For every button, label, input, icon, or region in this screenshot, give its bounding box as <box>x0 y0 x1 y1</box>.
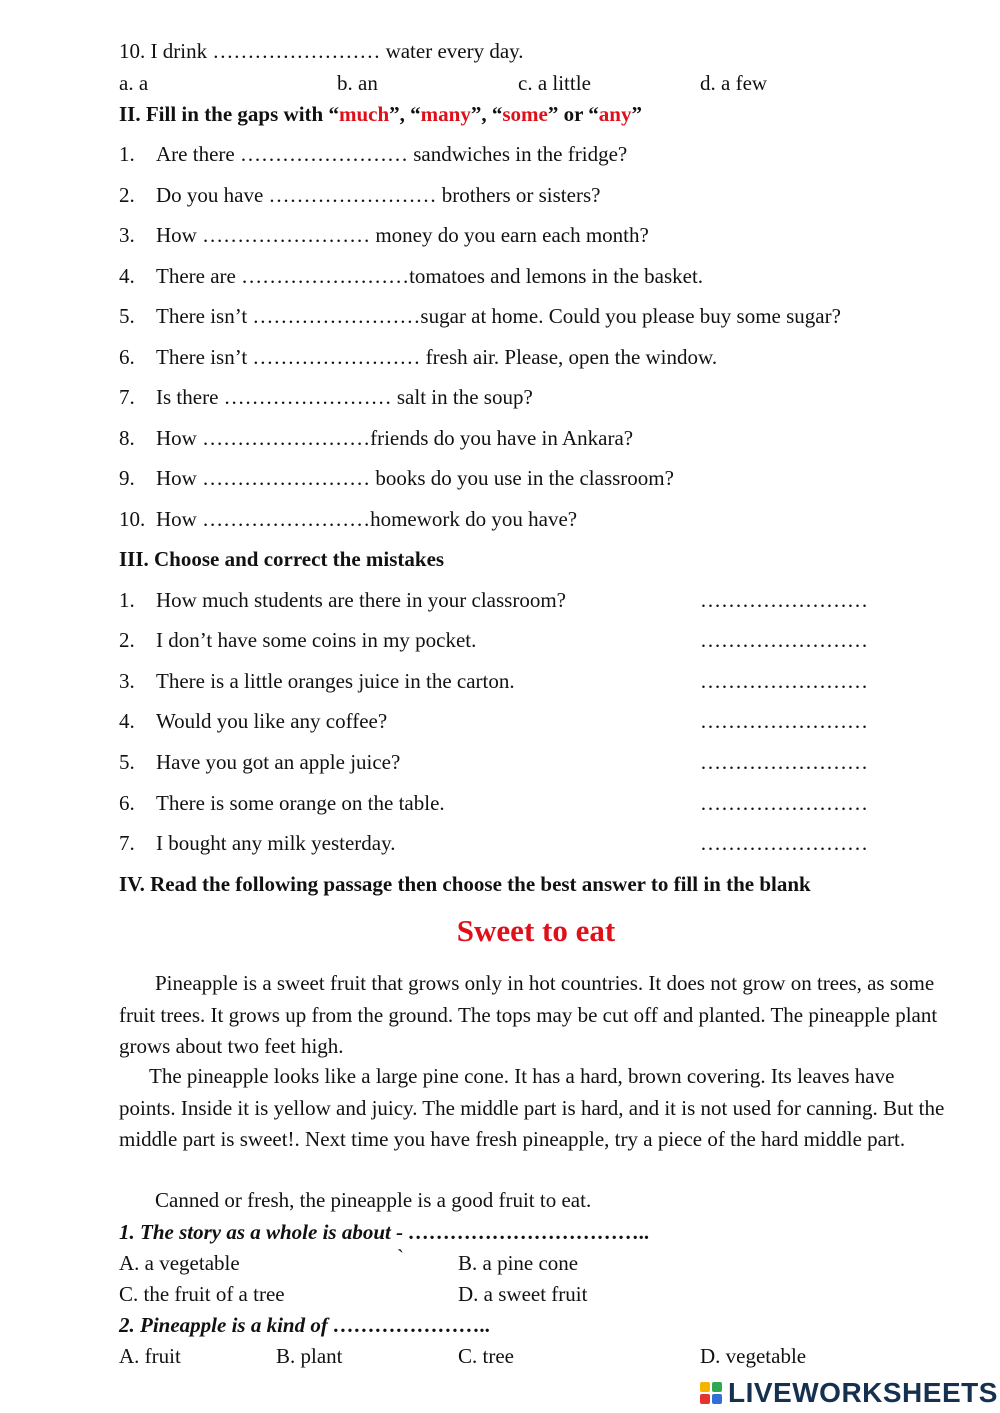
passage-paragraph: Pineapple is a sweet fruit that grows only in hot countries. It does not grow on trees, as some fruit trees. It grows up from the ground. The tops may be cut off and planted. The pineapple plant grows about two feet high. <box>119 971 938 1058</box>
question-1: 1. The story as a whole is about - …………………………….. <box>119 1220 650 1244</box>
item-text: I don’t have some coins in my pocket. <box>156 628 477 652</box>
keyword-much: much <box>338 102 390 126</box>
heading-prefix: II. Fill in the gaps with “ <box>119 102 339 126</box>
q1-option-d: D. a sweet fruit <box>458 1282 588 1306</box>
passage-paragraph: The pineapple looks like a large pine cone. It has a hard, brown covering. Its leaves have points. Inside it is yellow and juicy. The middle part is hard, and it is not used for canning. But the middle part is sweet!. Next time you have fresh pineapple, try a piece of the hard middle part. <box>119 1064 945 1151</box>
logo-square <box>700 1394 710 1404</box>
item-text: Are there …………………… sandwiches in the fridge? <box>156 142 628 166</box>
keyword-any: any <box>598 102 632 126</box>
q2-option-c: C. tree <box>458 1344 514 1368</box>
list-item <box>119 749 400 775</box>
heading-sep: ” or “ <box>547 102 599 126</box>
section-4-heading: IV. Read the following passage then choose the best answer to fill in the blank <box>119 872 811 896</box>
item-text: Would you like any coffee? <box>156 709 388 733</box>
list-item <box>119 830 396 856</box>
answer-blank: …………………… <box>700 750 868 774</box>
item-number: 9. <box>119 466 135 490</box>
logo-square <box>712 1394 722 1404</box>
passage-paragraph: Canned or fresh, the pineapple is a good fruit to eat. <box>155 1188 592 1212</box>
list-item <box>119 668 515 694</box>
list-item <box>119 708 387 734</box>
answer-blank: …………………… <box>700 588 868 612</box>
q1-option-a: A. a vegetable <box>119 1251 240 1275</box>
answer-blank: …………………… <box>700 791 868 815</box>
keyword-some: some <box>502 102 548 126</box>
item-number: 7. <box>119 385 135 409</box>
list-item <box>119 465 674 491</box>
item-number: 6. <box>119 791 135 815</box>
list-item <box>119 425 633 451</box>
option-c: c. a little <box>518 71 591 95</box>
logo-square <box>700 1382 710 1392</box>
passage-title: Sweet to eat <box>456 913 616 948</box>
section-2-heading <box>119 101 642 127</box>
answer-blank: …………………… <box>700 669 868 693</box>
list-item <box>119 587 566 613</box>
q2-option-d: D. vegetable <box>700 1344 807 1368</box>
item-number: 5. <box>119 750 135 774</box>
list-item <box>119 627 476 653</box>
stray-mark: ` <box>397 1245 404 1269</box>
heading-suffix: ” <box>631 102 642 126</box>
answer-blank: …………………… <box>700 628 868 652</box>
item-number: 6. <box>119 345 135 369</box>
list-item <box>119 182 600 208</box>
list-item <box>119 344 717 370</box>
q1-option-c: C. the fruit of a tree <box>119 1282 285 1306</box>
item-text: There isn’t …………………… fresh air. Please, open the window. <box>156 345 718 369</box>
list-item <box>119 790 445 816</box>
list-item <box>119 506 577 532</box>
option-b: b. an <box>337 71 378 95</box>
brand-name: LIVEWORKSHEETS <box>728 1377 998 1408</box>
list-item <box>119 263 703 289</box>
q1-option-b: B. a pine cone <box>458 1251 579 1275</box>
item-number: 5. <box>119 304 135 328</box>
option-d: d. a few <box>700 71 768 95</box>
item-text: How ……………………friends do you have in Ankara? <box>156 426 634 450</box>
item-text: There is a little oranges juice in the carton. <box>156 669 515 693</box>
item-number: 10. <box>119 507 146 531</box>
heading-sep: ”, “ <box>470 102 503 126</box>
item-number: 7. <box>119 831 135 855</box>
item-number: 2. <box>119 183 135 207</box>
item-number: 3. <box>119 223 135 247</box>
logo-icon <box>700 1382 722 1404</box>
item-text: How much students are there in your classroom? <box>156 588 566 612</box>
item-number: 1. <box>119 588 135 612</box>
option-a: a. a <box>119 71 149 95</box>
item-text: There isn’t ……………………sugar at home. Could you please buy some sugar? <box>156 304 841 328</box>
question-2: 2. Pineapple is a kind of ………………….. <box>119 1313 491 1337</box>
item-number: 2. <box>119 628 135 652</box>
item-number: 8. <box>119 426 135 450</box>
list-item <box>119 141 627 167</box>
item-text: There are ……………………tomatoes and lemons in the basket. <box>156 264 704 288</box>
q2-option-a: A. fruit <box>119 1344 181 1368</box>
answer-blank: …………………… <box>700 709 868 733</box>
item-text: How …………………… books do you use in the classroom? <box>156 466 674 490</box>
q2-option-b: B. plant <box>276 1344 343 1368</box>
answer-blank: …………………… <box>700 831 868 855</box>
logo-square <box>712 1382 722 1392</box>
item-text: Do you have …………………… brothers or sisters? <box>156 183 601 207</box>
item-text: There is some orange on the table. <box>156 791 445 815</box>
heading-sep: ”, “ <box>389 102 421 126</box>
item-number: 4. <box>119 709 135 733</box>
item-number: 4. <box>119 264 135 288</box>
keyword-many: many <box>420 102 471 126</box>
item-text: Have you got an apple juice? <box>156 750 401 774</box>
liveworksheets-logo[interactable] <box>700 1378 998 1408</box>
item-text: How ……………………homework do you have? <box>156 507 578 531</box>
item-number: 1. <box>119 142 135 166</box>
list-item <box>119 222 649 248</box>
item-text: I bought any milk yesterday. <box>156 831 396 855</box>
list-item <box>119 303 841 329</box>
section-3-heading: III. Choose and correct the mistakes <box>119 547 445 571</box>
list-item <box>119 384 533 410</box>
item-text: How …………………… money do you earn each month? <box>156 223 649 247</box>
item-number: 3. <box>119 669 135 693</box>
question-10: 10. I drink …………………… water every day. <box>119 39 524 63</box>
item-text: Is there …………………… salt in the soup? <box>156 385 533 409</box>
